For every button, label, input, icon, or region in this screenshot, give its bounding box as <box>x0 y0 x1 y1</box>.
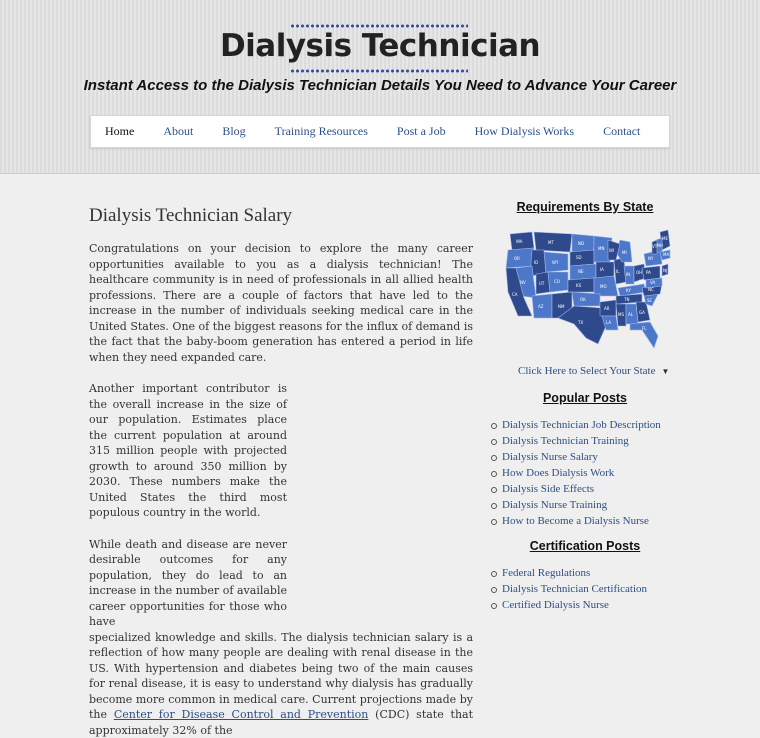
site-tagline: Instant Access to the Dialysis Technician Details You Need to Advance Your Career <box>0 77 760 94</box>
svg-text:OK: OK <box>580 297 586 302</box>
nav-contact[interactable]: Contact <box>603 124 640 139</box>
popular-post-link[interactable]: Dialysis Side Effects <box>490 481 680 497</box>
site-title[interactable]: Dialysis Technician <box>0 28 760 64</box>
certification-post-link[interactable]: Dialysis Technician Certification <box>490 581 680 597</box>
paragraph-intro: Congratulations on your decision to explore the many career opportunities available to you as a dialysis technician! The healthcare community is in need of professionals in all allied health professions. There are a couple of factors that have led to the increase in the number of individuals seeking medical care in the United States. One of the biggest reasons for the influx of demand is the fact that the baby-boom generation has entered a period in life when they need expanded care. <box>89 241 473 365</box>
svg-text:NC: NC <box>648 287 654 292</box>
nav-about[interactable]: About <box>163 124 193 139</box>
article <box>89 205 473 738</box>
nav-how-dialysis-works[interactable]: How Dialysis Works <box>475 124 574 139</box>
svg-text:GA: GA <box>639 310 645 315</box>
popular-posts-heading: Popular Posts <box>490 391 680 405</box>
popular-post-link[interactable]: How Does Dialysis Work <box>490 465 680 481</box>
certification-post-link[interactable]: Certified Dialysis Nurse <box>490 597 680 613</box>
svg-text:MO: MO <box>600 284 607 289</box>
nav-post-a-job[interactable]: Post a Job <box>397 124 446 139</box>
svg-text:WA: WA <box>516 239 523 244</box>
svg-text:ND: ND <box>578 241 584 246</box>
svg-text:AL: AL <box>628 312 634 317</box>
svg-text:OH: OH <box>636 270 642 275</box>
certification-posts-heading: Certification Posts <box>490 539 680 553</box>
svg-text:PA: PA <box>646 270 651 275</box>
paragraph-population: Another important contributor is the overall increase in the size of our population. Estimates place the current population at around 315 million people with projected growth to around 350 million by 2030. These numbers make the United States the third most populous country in the world. <box>89 381 287 521</box>
state-select-label: Click Here to Select Your State <box>518 365 655 377</box>
svg-text:NJ: NJ <box>663 268 667 273</box>
svg-text:NM: NM <box>558 304 565 309</box>
nav-training-resources[interactable]: Training Resources <box>275 124 368 139</box>
svg-text:WY: WY <box>552 260 559 265</box>
svg-text:ME: ME <box>662 236 668 241</box>
svg-text:IA: IA <box>600 267 604 272</box>
svg-text:AZ: AZ <box>538 304 544 309</box>
certification-posts-list <box>490 565 680 613</box>
svg-text:MI: MI <box>622 250 627 255</box>
svg-text:WV: WV <box>639 279 646 284</box>
svg-text:NY: NY <box>648 256 654 261</box>
svg-text:LA: LA <box>606 320 611 325</box>
sidebar <box>490 200 680 613</box>
svg-text:SD: SD <box>576 255 582 260</box>
svg-text:NV: NV <box>520 280 526 285</box>
svg-text:NE: NE <box>578 269 584 274</box>
paragraph-opportunities: While death and disease are never desirable outcomes for any population, they do lead to an increase in the number of available career opportunities for those who have <box>89 537 287 630</box>
svg-text:SC: SC <box>647 298 653 303</box>
state-select-dropdown[interactable] <box>518 365 680 377</box>
caret-down-icon: ▼ <box>661 367 669 376</box>
svg-text:FL: FL <box>642 326 647 331</box>
popular-post-link[interactable]: How to Become a Dialysis Nurse <box>490 513 680 529</box>
svg-text:ID: ID <box>534 260 538 265</box>
nav-home[interactable]: Home <box>105 124 134 139</box>
paragraph-salary-start: specialized knowledge and skills. The dialysis technician salary is a reflection of how many people are dealing with renal disease in the US. With hypertension and diabetes being two of the main causes for renal disease, it is easy to understand why dialysis has gradually become more common in medical care. Current projections made by the <box>89 631 473 722</box>
popular-post-link[interactable]: Dialysis Technician Training <box>490 433 680 449</box>
paragraph-salary <box>89 630 473 738</box>
svg-text:MA: MA <box>663 252 669 257</box>
svg-text:WI: WI <box>609 248 614 253</box>
svg-text:IL: IL <box>616 269 620 274</box>
svg-text:AR: AR <box>604 306 610 311</box>
decorative-dots-bottom <box>290 69 468 73</box>
svg-text:MT: MT <box>548 240 554 245</box>
svg-text:CO: CO <box>554 279 560 284</box>
popular-posts-list <box>490 417 680 529</box>
requirements-heading: Requirements By State <box>490 200 680 214</box>
svg-text:TN: TN <box>623 297 629 302</box>
us-states-map-icon[interactable] <box>502 226 672 351</box>
certification-post-link[interactable]: Federal Regulations <box>490 565 680 581</box>
svg-text:VA: VA <box>650 280 655 285</box>
svg-text:VT: VT <box>652 244 658 249</box>
popular-post-link[interactable]: Dialysis Nurse Salary <box>490 449 680 465</box>
svg-text:NH: NH <box>657 243 663 248</box>
page-title: Dialysis Technician Salary <box>89 205 473 227</box>
popular-post-link[interactable]: Dialysis Nurse Training <box>490 497 680 513</box>
popular-post-link[interactable]: Dialysis Technician Job Description <box>490 417 680 433</box>
svg-text:MN: MN <box>598 246 604 251</box>
svg-text:UT: UT <box>539 281 545 286</box>
nav-blog[interactable]: Blog <box>222 124 245 139</box>
site-header <box>0 0 760 174</box>
svg-text:IN: IN <box>626 272 630 277</box>
svg-text:CA: CA <box>512 292 518 297</box>
cdc-link[interactable]: Center for Disease Control and Prevention <box>114 708 369 721</box>
svg-text:KS: KS <box>576 283 582 288</box>
paragraph-salary-end: (CDC) state that approximately 32% of the <box>89 708 473 737</box>
svg-text:TX: TX <box>577 320 583 325</box>
main-nav <box>90 115 670 148</box>
svg-text:MS: MS <box>618 312 624 317</box>
svg-text:KY: KY <box>626 288 631 293</box>
svg-text:OR: OR <box>514 256 520 261</box>
